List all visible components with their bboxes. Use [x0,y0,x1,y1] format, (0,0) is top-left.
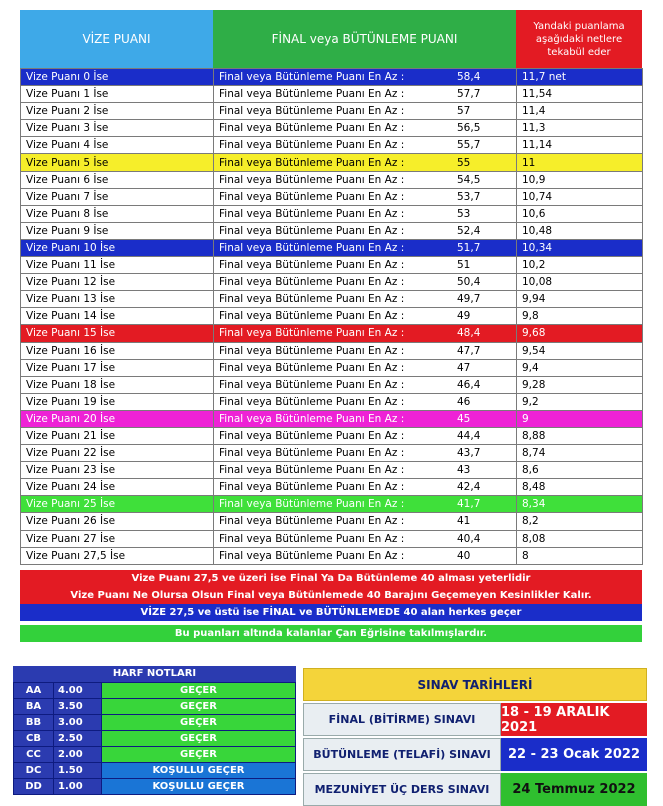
vize-cell: Vize Puanı 5 İse [21,154,214,171]
table-row [21,342,643,359]
header-vize: VİZE PUANI [20,10,213,68]
final-value: 55,7 [457,139,481,152]
vize-cell: Vize Puanı 23 İse [21,462,214,479]
net-cell: 9,28 [517,376,643,393]
final-label: Final veya Bütünleme Puanı En Az : [219,378,405,391]
net-cell: 9,2 [517,393,643,410]
final-cell [214,359,517,376]
final-label: Final veya Bütünleme Puanı En Az : [219,71,405,84]
final-label: Final veya Bütünleme Puanı En Az : [219,122,405,135]
net-cell: 8,2 [517,513,643,530]
final-value: 58,4 [457,71,481,84]
final-label: Final veya Bütünleme Puanı En Az : [219,430,405,443]
final-value: 55 [457,156,471,169]
harf-row [14,763,296,779]
final-cell [214,376,517,393]
final-label: Final veya Bütünleme Puanı En Az : [219,259,405,272]
net-cell: 10,2 [517,257,643,274]
harf-notlari-title: HARF NOTLARI [13,666,296,682]
harf-row [14,747,296,763]
harf-result: GEÇER [102,715,296,731]
net-cell: 10,6 [517,205,643,222]
final-cell [214,239,517,256]
table-row [21,462,643,479]
final-label: Final veya Bütünleme Puanı En Az : [219,139,405,152]
table-row [21,325,643,342]
final-label: Final veya Bütünleme Puanı En Az : [219,241,405,254]
final-cell [214,120,517,137]
harf-grade: AA [14,683,54,699]
note-band: Vize Puanı Ne Olursa Olsun Final veya Bütünlemede 40 Barajını Geçemeyen Kesinlikler Kalır. [20,587,642,604]
final-label: Final veya Bütünleme Puanı En Az : [219,498,405,511]
net-cell: 9,94 [517,291,643,308]
sinav-row [303,773,647,806]
final-label: Final veya Bütünleme Puanı En Az : [219,361,405,374]
harf-row [14,683,296,699]
table-row [21,257,643,274]
final-label: Final veya Bütünleme Puanı En Az : [219,156,405,169]
final-label: Final veya Bütünleme Puanı En Az : [219,532,405,545]
sinav-row [303,738,647,771]
table-row [21,547,643,564]
net-cell: 8 [517,547,643,564]
final-label: Final veya Bütünleme Puanı En Az : [219,224,405,237]
table-row [21,427,643,444]
sinav-row [303,703,647,736]
net-cell: 8,6 [517,462,643,479]
vize-cell: Vize Puanı 27 İse [21,530,214,547]
final-value: 54,5 [457,173,481,186]
net-cell: 9,54 [517,342,643,359]
net-cell: 10,48 [517,222,643,239]
table-row [21,530,643,547]
final-value: 53 [457,207,471,220]
net-cell: 8,74 [517,445,643,462]
header-final: FİNAL veya BÜTÜNLEME PUANI [213,10,516,68]
final-label: Final veya Bütünleme Puanı En Az : [219,481,405,494]
final-value: 51 [457,259,471,272]
table-row [21,274,643,291]
harf-row [14,699,296,715]
final-value: 43 [457,464,471,477]
net-cell: 11,14 [517,137,643,154]
vize-cell: Vize Puanı 26 İse [21,513,214,530]
sinav-label: BÜTÜNLEME (TELAFİ) SINAVI [303,738,501,771]
note-band: Vize Puanı 27,5 ve üzeri ise Final Ya Da Bütünleme 40 alması yeterlidir [20,570,642,587]
final-cell [214,427,517,444]
final-cell [214,479,517,496]
vize-cell: Vize Puanı 14 İse [21,308,214,325]
vize-cell: Vize Puanı 24 İse [21,479,214,496]
final-cell [214,445,517,462]
final-cell [214,257,517,274]
final-cell [214,154,517,171]
vize-cell: Vize Puanı 18 İse [21,376,214,393]
final-label: Final veya Bütünleme Puanı En Az : [219,395,405,408]
final-cell [214,103,517,120]
final-label: Final veya Bütünleme Puanı En Az : [219,549,405,562]
table-row [21,205,643,222]
final-cell [214,462,517,479]
final-cell [214,86,517,103]
table-row [21,308,643,325]
table-row [21,410,643,427]
final-cell [214,291,517,308]
vize-cell: Vize Puanı 25 İse [21,496,214,513]
vize-cell: Vize Puanı 16 İse [21,342,214,359]
harf-grade: CB [14,731,54,747]
final-label: Final veya Bütünleme Puanı En Az : [219,293,405,306]
final-cell [214,547,517,564]
net-cell: 8,34 [517,496,643,513]
vize-cell: Vize Puanı 17 İse [21,359,214,376]
sinav-label: MEZUNİYET ÜÇ DERS SINAVI [303,773,501,806]
net-cell: 11,4 [517,103,643,120]
sinav-tarihleri-panel [303,668,647,806]
note-band: Bu puanları altında kalanlar Çan Eğrisine takılmışlardır. [20,625,642,642]
table-row [21,513,643,530]
net-cell: 10,74 [517,188,643,205]
vize-cell: Vize Puanı 11 İse [21,257,214,274]
net-cell: 10,9 [517,171,643,188]
table-row [21,393,643,410]
net-cell: 8,08 [517,530,643,547]
table-row [21,154,643,171]
final-value: 45 [457,412,471,425]
final-value: 49 [457,310,471,323]
final-value: 46,4 [457,378,481,391]
final-label: Final veya Bütünleme Puanı En Az : [219,207,405,220]
net-cell: 10,08 [517,274,643,291]
net-cell: 8,88 [517,427,643,444]
net-cell: 11 [517,154,643,171]
final-label: Final veya Bütünleme Puanı En Az : [219,88,405,101]
harf-grade: CC [14,747,54,763]
final-cell [214,342,517,359]
vize-cell: Vize Puanı 9 İse [21,222,214,239]
final-label: Final veya Bütünleme Puanı En Az : [219,344,405,357]
harf-grade: BA [14,699,54,715]
harf-result: GEÇER [102,731,296,747]
harf-value: 3.50 [54,699,102,715]
harf-result: GEÇER [102,699,296,715]
vize-cell: Vize Puanı 6 İse [21,171,214,188]
net-cell: 8,48 [517,479,643,496]
table-row [21,103,643,120]
table-row [21,479,643,496]
harf-notlari-panel [13,666,296,795]
harf-value: 1.00 [54,779,102,795]
table-row [21,86,643,103]
vize-cell: Vize Puanı 4 İse [21,137,214,154]
table-row [21,496,643,513]
vize-cell: Vize Puanı 8 İse [21,205,214,222]
sinav-date: 18 - 19 ARALIK 2021 [501,703,647,736]
net-cell: 11,54 [517,86,643,103]
vize-cell: Vize Puanı 7 İse [21,188,214,205]
final-label: Final veya Bütünleme Puanı En Az : [219,310,405,323]
final-cell [214,222,517,239]
final-cell [214,137,517,154]
net-cell: 9,68 [517,325,643,342]
vize-cell: Vize Puanı 13 İse [21,291,214,308]
table-row [21,188,643,205]
table-row [21,445,643,462]
vize-cell: Vize Puanı 0 İse [21,69,214,86]
harf-grade: DD [14,779,54,795]
final-cell [214,205,517,222]
final-value: 53,7 [457,190,481,203]
harf-result: KOŞULLU GEÇER [102,779,296,795]
final-value: 50,4 [457,276,481,289]
final-value: 46 [457,395,471,408]
sinav-date: 22 - 23 Ocak 2022 [501,738,647,771]
table-row [21,359,643,376]
final-value: 57,7 [457,88,481,101]
final-cell [214,188,517,205]
final-value: 48,4 [457,327,481,340]
final-value: 41 [457,515,471,528]
sinav-tarihleri-title: SINAV TARİHLERİ [303,668,647,701]
final-cell [214,496,517,513]
table-row [21,137,643,154]
harf-row [14,779,296,795]
table-row [21,291,643,308]
harf-value: 3.00 [54,715,102,731]
final-label: Final veya Bütünleme Puanı En Az : [219,412,405,425]
harf-value: 2.00 [54,747,102,763]
final-cell [214,274,517,291]
net-cell: 9,4 [517,359,643,376]
table-row [21,69,643,86]
final-label: Final veya Bütünleme Puanı En Az : [219,173,405,186]
final-value: 52,4 [457,224,481,237]
final-value: 51,7 [457,241,481,254]
final-label: Final veya Bütünleme Puanı En Az : [219,515,405,528]
net-cell: 9,8 [517,308,643,325]
harf-grade: BB [14,715,54,731]
vize-cell: Vize Puanı 20 İse [21,410,214,427]
net-cell: 11,3 [517,120,643,137]
harf-result: GEÇER [102,683,296,699]
sinav-date: 24 Temmuz 2022 [501,773,647,806]
final-cell [214,530,517,547]
vize-cell: Vize Puanı 10 İse [21,239,214,256]
final-label: Final veya Bütünleme Puanı En Az : [219,447,405,460]
final-cell [214,513,517,530]
harf-row [14,715,296,731]
vize-cell: Vize Puanı 15 İse [21,325,214,342]
vize-cell: Vize Puanı 3 İse [21,120,214,137]
final-value: 57 [457,105,471,118]
harf-notlari-table [13,682,296,795]
final-label: Final veya Bütünleme Puanı En Az : [219,464,405,477]
final-value: 47 [457,361,471,374]
harf-grade: DC [14,763,54,779]
harf-result: KOŞULLU GEÇER [102,763,296,779]
final-value: 40,4 [457,532,481,545]
table-row [21,120,643,137]
vize-cell: Vize Puanı 12 İse [21,274,214,291]
final-value: 49,7 [457,293,481,306]
note-band: VİZE 27,5 ve üstü ise FİNAL ve BÜTÜNLEMEDE 40 alan herkes geçer [20,604,642,621]
harf-row [14,731,296,747]
vize-cell: Vize Puanı 19 İse [21,393,214,410]
header-net: Yandaki puanlama aşağıdaki netlere tekabül eder [516,10,642,68]
final-value: 41,7 [457,498,481,511]
final-cell [214,69,517,86]
table-row [21,171,643,188]
final-value: 44,4 [457,430,481,443]
final-label: Final veya Bütünleme Puanı En Az : [219,190,405,203]
vize-cell: Vize Puanı 22 İse [21,445,214,462]
sinav-label: FİNAL (BİTİRME) SINAVI [303,703,501,736]
score-table [20,68,643,565]
final-cell [214,308,517,325]
harf-value: 1.50 [54,763,102,779]
vize-cell: Vize Puanı 27,5 İse [21,547,214,564]
vize-cell: Vize Puanı 21 İse [21,427,214,444]
harf-value: 2.50 [54,731,102,747]
table-row [21,222,643,239]
final-label: Final veya Bütünleme Puanı En Az : [219,327,405,340]
net-cell: 9 [517,410,643,427]
final-cell [214,325,517,342]
final-value: 43,7 [457,447,481,460]
net-cell: 10,34 [517,239,643,256]
final-label: Final veya Bütünleme Puanı En Az : [219,105,405,118]
vize-cell: Vize Puanı 2 İse [21,103,214,120]
harf-result: GEÇER [102,747,296,763]
final-cell [214,393,517,410]
final-label: Final veya Bütünleme Puanı En Az : [219,276,405,289]
final-value: 42,4 [457,481,481,494]
final-value: 47,7 [457,344,481,357]
net-cell: 11,7 net [517,69,643,86]
table-row [21,239,643,256]
final-value: 56,5 [457,122,481,135]
vize-cell: Vize Puanı 1 İse [21,86,214,103]
final-cell [214,171,517,188]
final-value: 40 [457,549,471,562]
harf-value: 4.00 [54,683,102,699]
table-row [21,376,643,393]
final-cell [214,410,517,427]
